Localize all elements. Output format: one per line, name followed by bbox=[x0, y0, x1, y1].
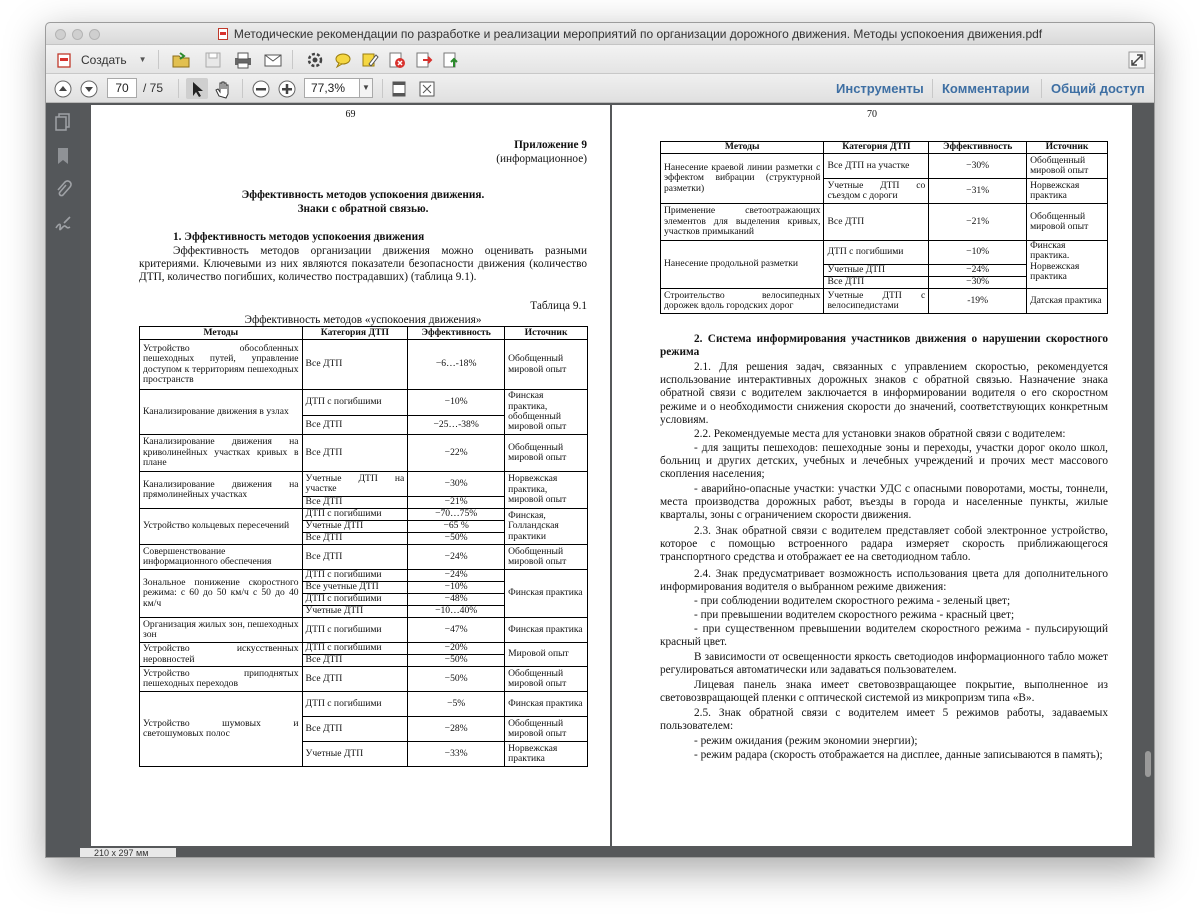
effectiveness-cell: −50% bbox=[408, 533, 505, 545]
effectiveness-cell: −21% bbox=[929, 204, 1027, 241]
category-cell: ДТП с погибшими bbox=[302, 643, 408, 655]
table-row bbox=[661, 289, 1108, 314]
category-cell: Учетные ДТП bbox=[302, 742, 408, 767]
bookmark-icon[interactable] bbox=[53, 146, 73, 166]
category-cell: Все ДТП bbox=[302, 340, 408, 390]
paragraph: - при соблюдении водителем скоростного режима - зеленый цвет; bbox=[694, 595, 1011, 607]
paragraph: 2.3. Знак обратной связи с водителем представляет собой электронное устройство, которое с помощью встроенного радара измеряет скорость приближающегося транспортного средства и отображает ее на светодиодном табло. bbox=[660, 525, 1108, 564]
paragraph: 2.2. Рекомендуемые места для установки знаков обратной связи с водителем: bbox=[694, 428, 1066, 440]
effectiveness-cell: −24% bbox=[408, 570, 505, 582]
table-label: Таблица 9.1 bbox=[530, 300, 587, 312]
attachment-icon[interactable] bbox=[53, 180, 73, 200]
share-icon bbox=[441, 50, 461, 70]
table-row bbox=[661, 204, 1108, 241]
minimize-window-button[interactable] bbox=[72, 29, 83, 40]
zoom-in-icon bbox=[277, 79, 297, 99]
effectiveness-cell: −6…-18% bbox=[408, 340, 505, 390]
method-cell: Совершенствование информационного обеспечения bbox=[140, 545, 303, 570]
open-icon bbox=[171, 50, 191, 70]
effectiveness-cell: −47% bbox=[408, 618, 505, 643]
paragraph: - аварийно-опасные участки: участки УДС с опасными поворотами, мосты, тоннели, места производства дорожных работ, въезды в города и населенные пункты, жилые кварталы, зоны с ограничением скорости движения. bbox=[660, 483, 1108, 522]
category-cell: ДТП с погибшими bbox=[302, 570, 408, 582]
effectiveness-cell: −10% bbox=[408, 390, 505, 416]
full-screen-icon bbox=[417, 79, 437, 99]
source-cell: Финская практика. Норвежская практика bbox=[1027, 241, 1108, 289]
method-cell: Строительство велосипедных дорожек вдоль городских дорог bbox=[661, 289, 824, 314]
category-cell: ДТП с погибшими bbox=[302, 390, 408, 416]
source-cell: Обобщенный мировой опыт bbox=[1027, 204, 1108, 241]
paragraph: - для защиты пешеходов: пешеходные зоны и переходы, участки дорог около школ, больниц и других детских, учебных и лечебных учреждений и прочих мест массового скопления населения; bbox=[660, 442, 1108, 481]
pages-icon[interactable] bbox=[53, 112, 73, 132]
page-number-input[interactable]: 70 bbox=[107, 78, 137, 98]
method-cell: Устройство шумовых и светошумовых полос bbox=[140, 692, 303, 767]
full-screen-button[interactable] bbox=[416, 78, 438, 99]
effectiveness-cell: -19% bbox=[929, 289, 1027, 314]
table-row bbox=[140, 570, 588, 582]
email-button[interactable] bbox=[262, 49, 284, 70]
category-cell: ДТП с погибшими bbox=[302, 509, 408, 521]
effectiveness-table bbox=[139, 326, 588, 767]
email-icon bbox=[263, 50, 283, 70]
appendix-note: (информационное) bbox=[496, 153, 587, 165]
effectiveness-cell: −25…-38% bbox=[408, 416, 505, 435]
table-row bbox=[140, 692, 588, 717]
paragraph: Эффективность методов организации движения можно оценивать разными критериями. Ключевыми из них являются показатели безопасности движения (количество ДТП, количество погибших, количество пострадавших) (таблица 9.1). bbox=[139, 245, 587, 284]
effectiveness-cell: −48% bbox=[408, 594, 505, 606]
header-methods: Методы bbox=[661, 142, 824, 154]
header-effectiveness: Эффективность bbox=[929, 142, 1027, 154]
effectiveness-cell: −31% bbox=[929, 179, 1027, 204]
effectiveness-cell: −24% bbox=[929, 265, 1027, 277]
header-effectiveness: Эффективность bbox=[408, 327, 505, 340]
stop-icon bbox=[387, 50, 407, 70]
category-cell: ДТП с погибшими bbox=[302, 594, 408, 606]
settings-button[interactable] bbox=[304, 49, 326, 70]
source-cell: Норвежская практика bbox=[505, 742, 588, 767]
effectiveness-cell: −10…40% bbox=[408, 606, 505, 618]
document-area[interactable] bbox=[80, 104, 1154, 858]
table-row bbox=[661, 241, 1108, 265]
vertical-scrollbar[interactable] bbox=[1145, 751, 1151, 777]
table-row bbox=[661, 154, 1108, 179]
window-controls bbox=[55, 29, 100, 40]
paragraph: - режим ожидания (режим экономии энергии); bbox=[694, 735, 918, 747]
section-1-heading: 1. Эффективность методов успокоения движения bbox=[173, 231, 425, 243]
source-cell: Обобщенный мировой опыт bbox=[505, 340, 588, 390]
effectiveness-cell: −70…75% bbox=[408, 509, 505, 521]
select-tool-button[interactable] bbox=[186, 78, 208, 99]
source-cell: Финская практика, обобщенный мировой опыт bbox=[505, 390, 588, 435]
category-cell: Учетные ДТП со съездом с дороги bbox=[824, 179, 929, 204]
zoom-in-button[interactable] bbox=[276, 78, 298, 99]
method-cell: Канализирование движения на криволинейных участках кривых в плане bbox=[140, 435, 303, 472]
stop-button[interactable] bbox=[386, 49, 408, 70]
category-cell: Все ДТП bbox=[302, 533, 408, 545]
table-row bbox=[140, 435, 588, 472]
create-label: Создать bbox=[81, 52, 127, 67]
acrobat-window bbox=[45, 22, 1155, 858]
method-cell: Нанесение продольной разметки bbox=[661, 241, 824, 289]
category-cell: Все ДТП bbox=[302, 655, 408, 667]
effectiveness-cell: −21% bbox=[408, 497, 505, 509]
category-cell: Учетные ДТП bbox=[824, 265, 929, 277]
paragraph: 2.5. Знак обратной связи с водителем имеет 5 режимов работы, задаваемых пользователем: bbox=[660, 707, 1108, 733]
expand-icon bbox=[1127, 50, 1147, 70]
open-button[interactable] bbox=[170, 49, 192, 70]
effectiveness-cell: −10% bbox=[929, 241, 1027, 265]
effectiveness-cell: −20% bbox=[408, 643, 505, 655]
category-cell: Все ДТП bbox=[302, 717, 408, 742]
effectiveness-cell: −10% bbox=[408, 582, 505, 594]
source-cell: Финская, Голландская практики bbox=[505, 509, 588, 545]
export-button[interactable] bbox=[413, 49, 435, 70]
section-2-heading: 2. Система информирования участников движения о нарушении скоростного режима bbox=[660, 333, 1108, 359]
method-cell: Организация жилых зон, пешеходных зон bbox=[140, 618, 303, 643]
source-cell: Обобщенный мировой опыт bbox=[505, 667, 588, 692]
source-cell: Обобщенный мировой опыт bbox=[1027, 154, 1108, 179]
save-icon bbox=[203, 50, 223, 70]
category-cell: Все ДТП bbox=[302, 667, 408, 692]
header-methods: Методы bbox=[140, 327, 303, 340]
header-category: Категория ДТП bbox=[824, 142, 929, 154]
source-cell: Норвежская практика bbox=[1027, 179, 1108, 204]
tools-panel-button[interactable]: Инструменты bbox=[836, 81, 924, 96]
source-cell: Финская практика bbox=[505, 618, 588, 643]
table-row bbox=[140, 545, 588, 570]
method-cell: Устройство приподнятых пешеходных переходов bbox=[140, 667, 303, 692]
page-number: 70 bbox=[867, 109, 877, 120]
source-cell: Финская практика bbox=[505, 570, 588, 618]
export-icon bbox=[414, 50, 434, 70]
method-cell: Зональное понижение скоростного режима: с 60 до 50 км/ч с 50 до 40 км/ч bbox=[140, 570, 303, 618]
create-icon bbox=[55, 50, 75, 70]
category-cell: Учетные ДТП с велосипедистами bbox=[824, 289, 929, 314]
page-69 bbox=[91, 105, 610, 846]
source-cell: Обобщенный мировой опыт bbox=[505, 717, 588, 742]
down-icon bbox=[79, 79, 99, 99]
category-cell: Учетные ДТП на участке bbox=[302, 472, 408, 497]
page-number: 69 bbox=[345, 109, 356, 120]
create-button[interactable] bbox=[55, 49, 151, 70]
settings-icon bbox=[305, 50, 325, 70]
page-size-status: 210 x 297 мм bbox=[80, 848, 176, 858]
prev-page-button[interactable] bbox=[52, 78, 74, 99]
method-cell: Устройство обособленных пешеходных путей, управление доступом к территориям пешеходных пространств bbox=[140, 340, 303, 390]
effectiveness-table-continued bbox=[660, 141, 1108, 314]
next-page-button[interactable] bbox=[78, 78, 100, 99]
doc-title-2: Знаки с обратной связью. bbox=[297, 203, 429, 215]
table-row bbox=[140, 340, 588, 390]
share-button[interactable] bbox=[440, 49, 462, 70]
fit-page-button[interactable] bbox=[388, 78, 410, 99]
category-cell: Все ДТП bbox=[302, 497, 408, 509]
category-cell: ДТП с погибшими bbox=[824, 241, 929, 265]
method-cell: Устройство кольцевых пересечений bbox=[140, 509, 303, 545]
source-cell: Мировой опыт bbox=[505, 643, 588, 667]
hand-icon bbox=[213, 79, 233, 99]
zoom-dropdown-icon[interactable]: ▼ bbox=[359, 78, 373, 98]
window-title: Методические рекомендации по разработке и реализации мероприятий по организации дорожного движения. Методы успокоения движения.pdf bbox=[233, 27, 1043, 41]
effectiveness-cell: −30% bbox=[408, 472, 505, 497]
category-cell: Все учетные ДТП bbox=[302, 582, 408, 594]
source-cell: Норвежская практика, мировой опыт bbox=[505, 472, 588, 509]
select-icon bbox=[187, 79, 207, 99]
category-cell: Все ДТП bbox=[302, 435, 408, 472]
source-cell: Финская практика bbox=[505, 692, 588, 717]
effectiveness-cell: −50% bbox=[408, 655, 505, 667]
print-button[interactable] bbox=[232, 49, 254, 70]
table-row bbox=[140, 390, 588, 416]
zoom-window-button[interactable] bbox=[89, 29, 100, 40]
effectiveness-cell: −30% bbox=[929, 154, 1027, 179]
page-total: / 75 bbox=[143, 81, 164, 95]
navigation-toolbar bbox=[46, 74, 1154, 103]
effectiveness-cell: −65 % bbox=[408, 521, 505, 533]
table-row bbox=[140, 509, 588, 521]
category-cell: Все ДТП на участке bbox=[824, 154, 929, 179]
category-cell: Все ДТП bbox=[824, 204, 929, 241]
category-cell: Учетные ДТП bbox=[302, 521, 408, 533]
up-icon bbox=[53, 79, 73, 99]
effectiveness-cell: −30% bbox=[929, 277, 1027, 289]
effectiveness-cell: −22% bbox=[408, 435, 505, 472]
category-cell: Все ДТП bbox=[302, 416, 408, 435]
fit-page-icon bbox=[389, 79, 409, 99]
paragraph: 2.1. Для решения задач, связанных с управлением скоростью, рекомендуется использование интерактивных дорожных знаков с обратной связью. Назначение знака обратной связи с водителем заключается в информировании водителя о его скоростном режиме и о необходимости снижения скорости до значений, соответствующих конкретным условиям. bbox=[660, 361, 1108, 426]
page-70 bbox=[612, 105, 1132, 846]
table-header-row bbox=[661, 142, 1108, 154]
effectiveness-cell: −24% bbox=[408, 545, 505, 570]
effectiveness-cell: −33% bbox=[408, 742, 505, 767]
header-source: Источник bbox=[1027, 142, 1108, 154]
paragraph: - при существенном превышении водителем скоростного режима - пульсирующий красный цвет. bbox=[660, 623, 1108, 649]
table-caption: Эффективность методов «успокоения движения» bbox=[244, 314, 482, 326]
paragraph: - при превышении водителем скоростного режима - красный цвет; bbox=[694, 609, 1015, 621]
method-cell: Канализирование движения на прямолинейных участках bbox=[140, 472, 303, 509]
effectiveness-cell: −50% bbox=[408, 667, 505, 692]
category-cell: ДТП с погибшими bbox=[302, 618, 408, 643]
create-dropdown-icon[interactable]: ▼ bbox=[138, 55, 147, 64]
comment-icon bbox=[333, 50, 353, 70]
category-cell: Учетные ДТП bbox=[302, 606, 408, 618]
table-header-row bbox=[140, 327, 588, 340]
zoom-out-button[interactable] bbox=[250, 78, 272, 99]
effectiveness-cell: −5% bbox=[408, 692, 505, 717]
signature-icon[interactable] bbox=[53, 214, 73, 234]
hand-tool-button[interactable] bbox=[212, 78, 234, 99]
method-cell: Применение светоотражающих элементов для выделения кривых, участков примыканий bbox=[661, 204, 824, 241]
pdf-file-icon bbox=[218, 28, 228, 40]
category-cell: Все ДТП bbox=[302, 545, 408, 570]
highlight-icon bbox=[360, 50, 380, 70]
doc-title-1: Эффективность методов успокоения движения. bbox=[241, 189, 485, 201]
source-cell: Обобщенный мировой опыт bbox=[505, 435, 588, 472]
source-cell: Датская практика bbox=[1027, 289, 1108, 314]
table-row bbox=[140, 618, 588, 643]
title-bar bbox=[46, 23, 1154, 45]
zoom-input[interactable]: 77,3% bbox=[304, 78, 360, 98]
category-cell: ДТП с погибшими bbox=[302, 692, 408, 717]
table-row bbox=[140, 472, 588, 497]
main-toolbar bbox=[46, 45, 1154, 74]
table-row bbox=[140, 667, 588, 692]
paragraph: - режим радара (скорость отображается на дисплее, данные записываются в память); bbox=[694, 749, 1103, 761]
save-button[interactable] bbox=[202, 49, 224, 70]
appendix-title: Приложение 9 bbox=[514, 139, 587, 151]
header-category: Категория ДТП bbox=[302, 327, 408, 340]
highlight-button[interactable] bbox=[359, 49, 381, 70]
paragraph: В зависимости от освещенности яркость светодиодов информационного табло может регулироваться автоматически или задаваться пользователем. bbox=[660, 651, 1108, 677]
table-row bbox=[140, 643, 588, 655]
share-panel-button[interactable]: Общий доступ bbox=[1051, 81, 1145, 96]
method-cell: Канализирование движения в узлах bbox=[140, 390, 303, 435]
paragraph: Лицевая панель знака имеет световозвращающее покрытие, выполненное из световозвращающей пленки с оптической системой из микропризм типа «В». bbox=[660, 679, 1108, 705]
method-cell: Нанесение краевой линии разметки с эффектом вибрации (структурной разметки) bbox=[661, 154, 824, 204]
effectiveness-cell: −28% bbox=[408, 717, 505, 742]
method-cell: Устройство искусственных неровностей bbox=[140, 643, 303, 667]
category-cell: Все ДТП bbox=[824, 277, 929, 289]
comments-panel-button[interactable]: Комментарии bbox=[942, 81, 1030, 96]
expand-button[interactable] bbox=[1126, 49, 1148, 70]
close-window-button[interactable] bbox=[55, 29, 66, 40]
paragraph: 2.4. Знак предусматривает возможность использования цвета для дополнительного информирования водителя о выбранном режиме движения: bbox=[660, 568, 1108, 594]
print-icon bbox=[233, 50, 253, 70]
navigation-sidebar bbox=[46, 104, 80, 858]
source-cell: Обобщенный мировой опыт bbox=[505, 545, 588, 570]
header-source: Источник bbox=[505, 327, 588, 340]
zoom-out-icon bbox=[251, 79, 271, 99]
comment-button[interactable] bbox=[332, 49, 354, 70]
